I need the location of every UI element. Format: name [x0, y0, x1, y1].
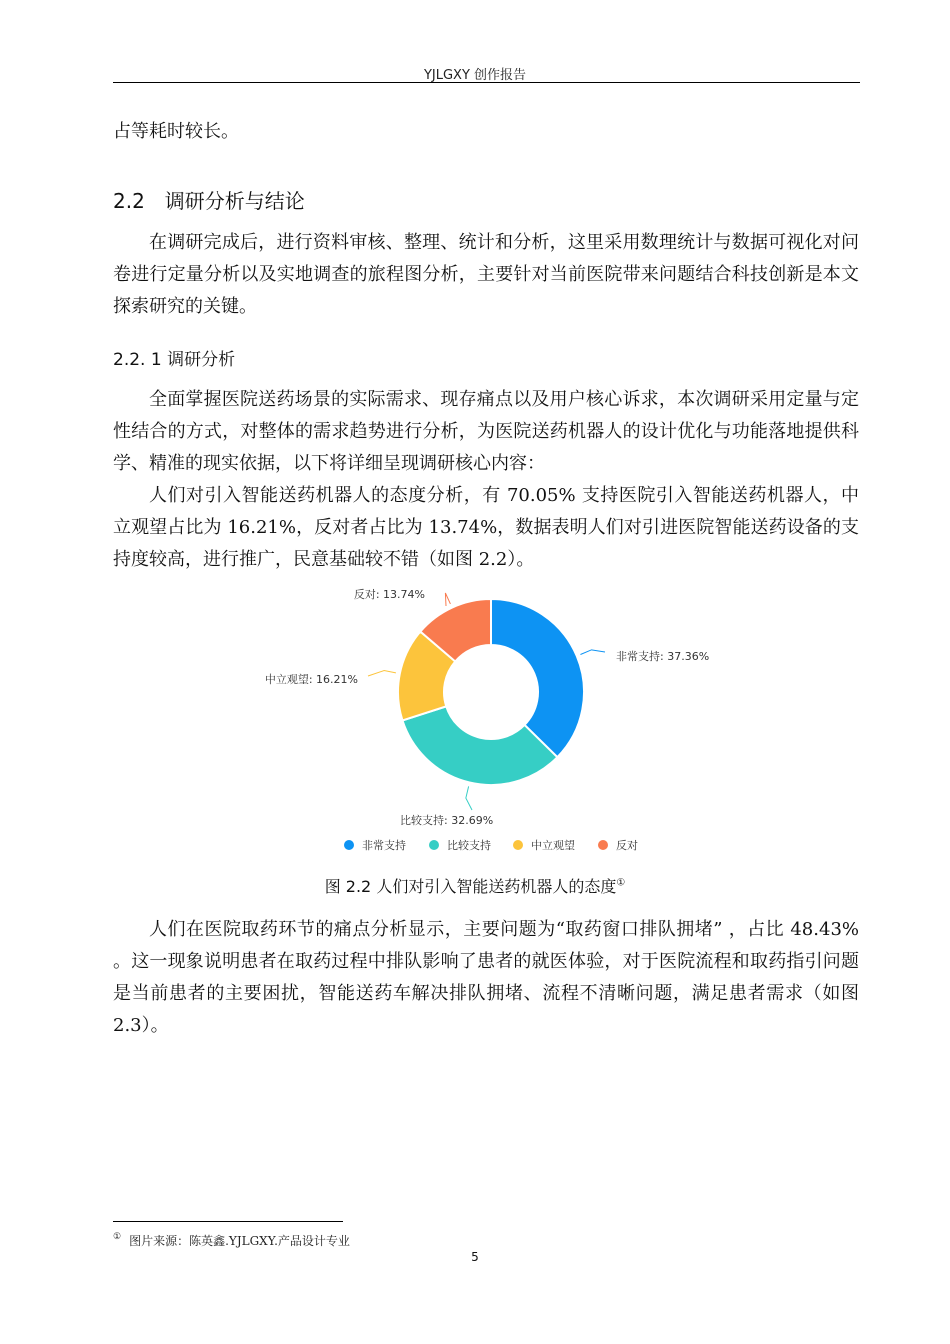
paragraph-research: 全面掌握医院送药场景的实际需求、现存痛点以及用户核心诉求，本次调研采用定量与定性结合的方式，对整体的需求趋势进行分析，为医院送药机器人的设计优化与功能落地提供科学、精准的现实依据，以下将详细呈现调研核心内容：: [113, 389, 859, 474]
footnote-mark: ①: [113, 1232, 122, 1242]
section-heading: 2.2 调研分析与结论: [113, 189, 305, 213]
leader-line-0: [580, 650, 605, 655]
data-label-1: 比较支持: 32.69%: [400, 814, 494, 827]
leader-line-3: [445, 593, 450, 606]
legend-marker-0: [344, 840, 354, 850]
legend-label-1: 比较支持: [447, 839, 491, 852]
page-header-title: YJLGXY 创作报告: [423, 68, 527, 83]
legend-label-2: 中立观望: [531, 839, 575, 852]
page-number: 5: [471, 1250, 479, 1264]
paragraph-attitude: 人们对引入智能送药机器人的态度分析，有 70.05% 支持医院引入智能送药机器人，中立观望占比为 16.21%，反对者占比为 13.74%，数据表明人们对引进医院智能送药设备的支持度较高，进行推广，民意基础较不错（如图 2.2）。: [113, 485, 859, 570]
footnote-rule: [113, 1221, 343, 1222]
legend-marker-1: [429, 840, 439, 850]
donut-chart-svg: [250, 580, 750, 860]
header-rule: [113, 82, 860, 83]
legend-label-3: 反对: [616, 839, 638, 852]
donut-slice-0: [491, 599, 584, 757]
footnote-text: 图片来源：陈英鑫.YJLGXY.产品设计专业: [129, 1234, 350, 1248]
figure-caption-note: ①: [616, 877, 626, 889]
legend-marker-3: [598, 840, 608, 850]
data-label-0: 非常支持: 37.36%: [616, 650, 710, 663]
paragraph-pain-points: 人们在医院取药环节的痛点分析显示，主要问题为“取药窗口排队拥堵” ，占比 48.43% 。这一现象说明患者在取药过程中排队影响了患者的就医体验，对于医院流程和取药指引问题是当前患者的主要困扰，智能送药车解决排队拥堵、流程不清晰问题，满足患者需求（如图 2.3）。: [113, 919, 859, 1036]
legend-label-0: 非常支持: [362, 839, 406, 852]
leader-line-2: [368, 671, 396, 676]
subsection-heading: 2.2. 1 调研分析: [113, 350, 236, 370]
paragraph-intro: 在调研完成后，进行资料审核、整理、统计和分析，这里采用数理统计与数据可视化对问卷进行定量分析以及实地调查的旅程图分析，主要针对当前医院带来问题结合科技创新是本文探索研究的关键。: [113, 232, 859, 317]
data-label-2: 中立观望: 16.21%: [264, 673, 358, 686]
attitude-donut-chart: [250, 580, 750, 860]
legend-marker-2: [513, 840, 523, 850]
data-label-3: 反对: 13.74%: [353, 588, 425, 601]
footnote: [113, 1232, 350, 1249]
figure-caption: [0, 874, 950, 897]
paragraph-continuation: 占等耗时较长。: [113, 121, 239, 142]
figure-caption-text: 图 2.2 人们对引入智能送药机器人的态度: [324, 877, 617, 896]
leader-line-1: [466, 786, 472, 810]
